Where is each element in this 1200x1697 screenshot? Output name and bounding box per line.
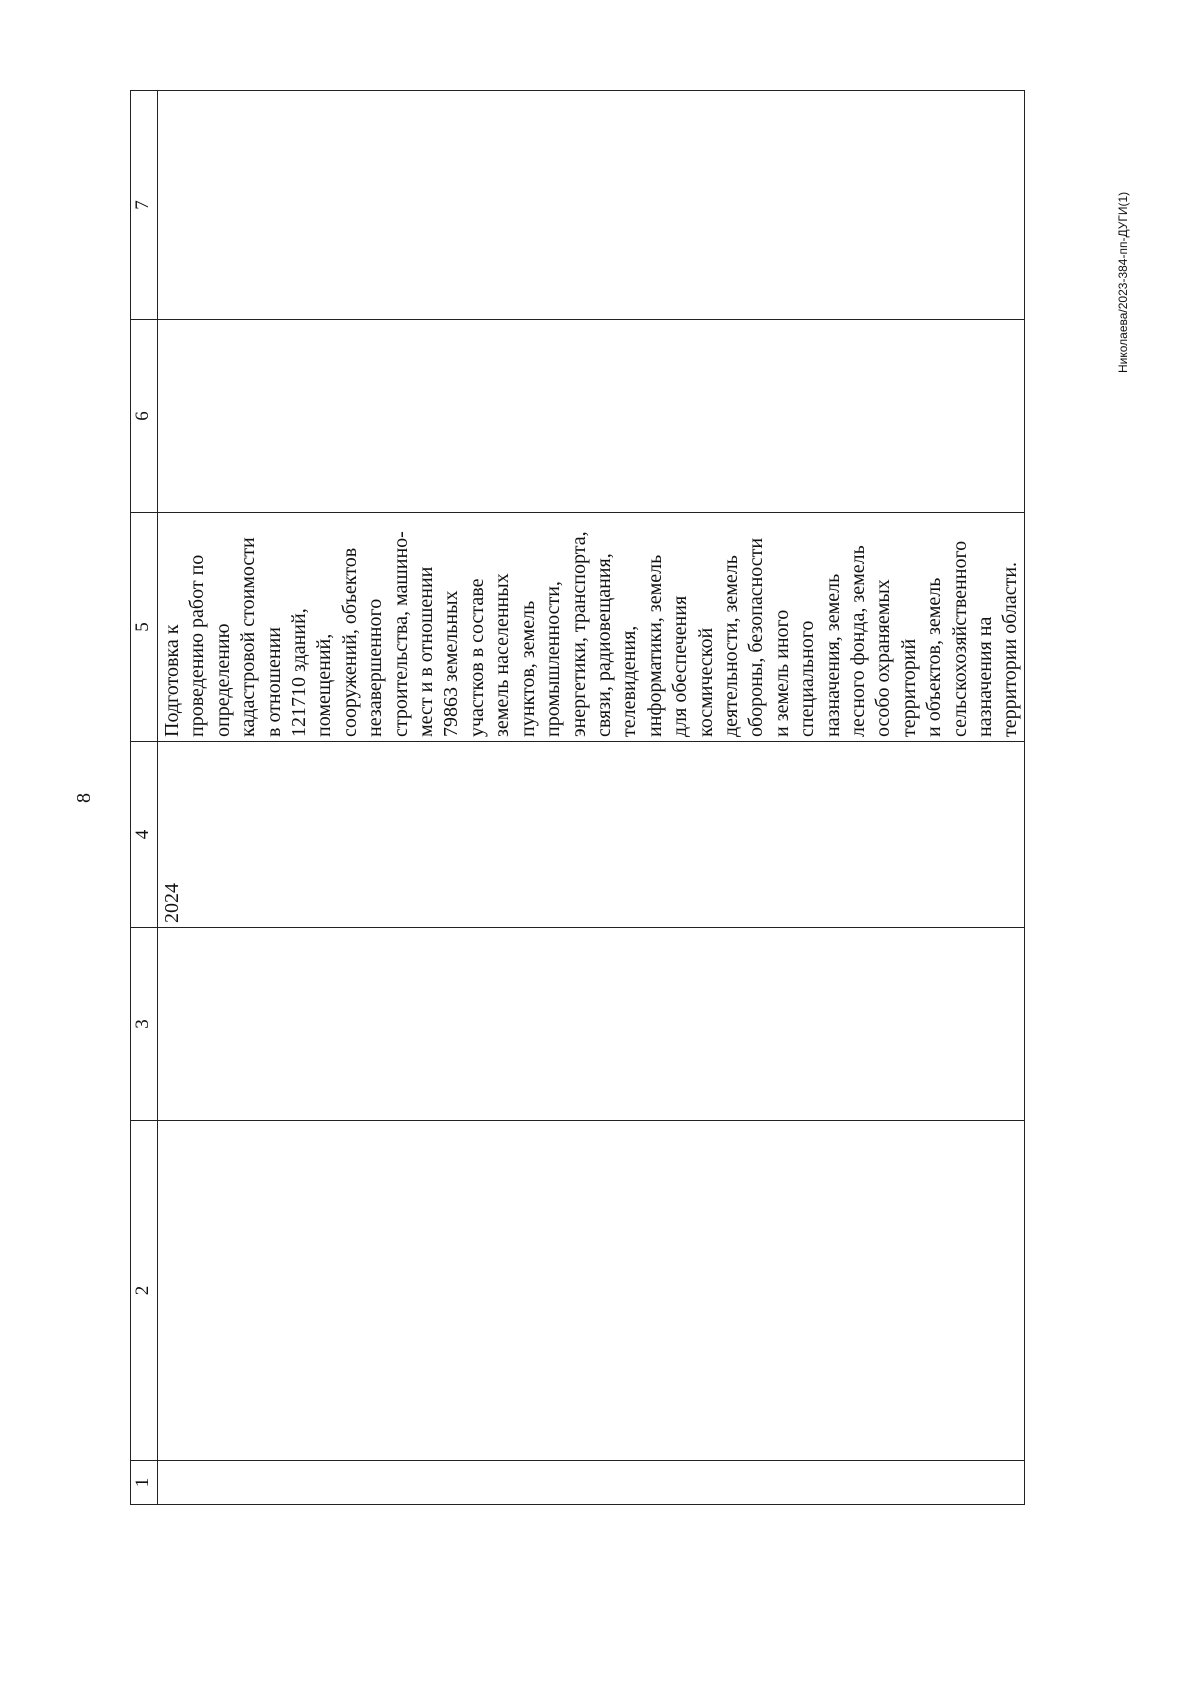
column-number-5: 5: [131, 513, 158, 742]
cell-col2: [158, 1121, 1025, 1461]
rotated-page: [73, 91, 1022, 1505]
cell-col6: [158, 320, 1025, 513]
data-table: [130, 90, 1025, 1505]
cell-year: 2024: [158, 742, 1025, 928]
cell-col1: [158, 1461, 1025, 1505]
table-row: [158, 91, 1025, 1505]
page-number: 8: [73, 793, 95, 803]
column-number-6: 6: [131, 320, 158, 513]
cell-description: Подготовка к проведению работ по определению кадастровой стоимости в отношении 121710 зданий, помещений, сооружений, объектов незавершенного строительства, машино- мест и в отношении 79863 земельных участков в составе земель населенных пунктов, земель промышленности, энергетики, транспорта, связи, радиовещания, телевидения, информатики, земель для обеспечения космической деятельности, земель обороны, безопасности и земель иного специального назначения, земель лесного фонда, земель особо охраняемых территорий и объектов, земель сельскохозяйственного назначения на территории области.: [158, 513, 1025, 742]
column-number-1: 1: [131, 1461, 158, 1505]
column-number-3: 3: [131, 928, 158, 1121]
column-number-2: 2: [131, 1121, 158, 1461]
document-code: Николаева/2023-384-пп-ДУГИ(1): [1116, 191, 1130, 373]
column-number-7: 7: [131, 91, 158, 320]
cell-col3: [158, 928, 1025, 1121]
column-number-4: 4: [131, 742, 158, 928]
column-number-row: [131, 91, 158, 1505]
cell-col7: [158, 91, 1025, 320]
